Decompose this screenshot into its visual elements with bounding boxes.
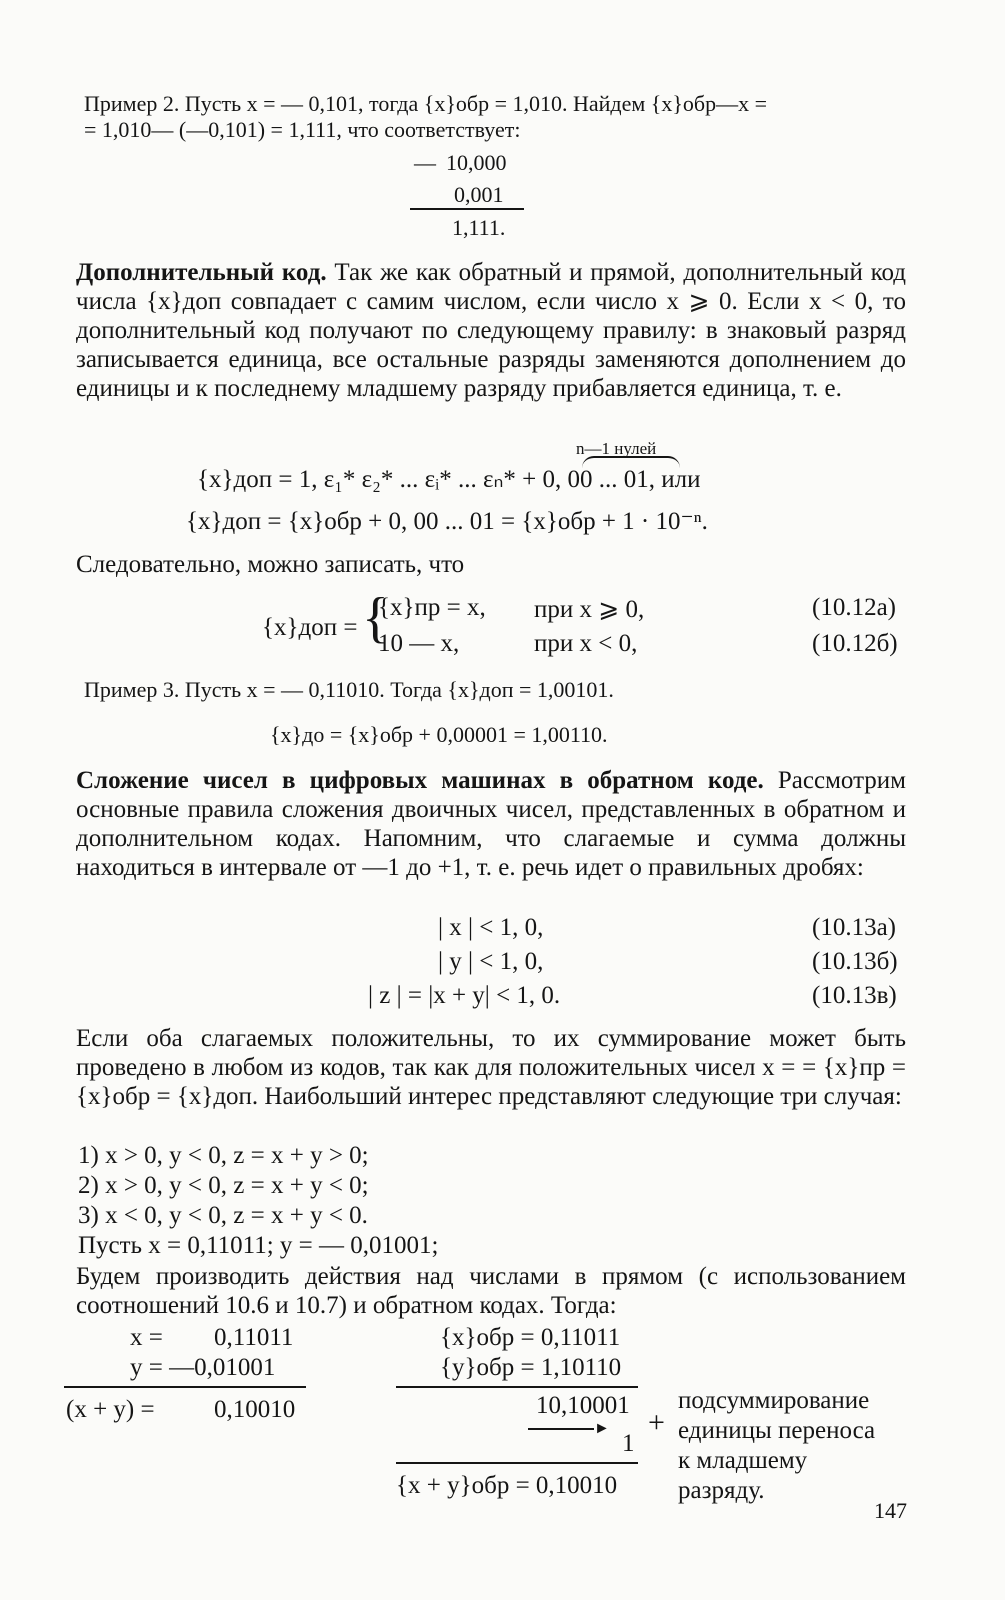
inequality-x: | x | < 1, 0,	[438, 914, 544, 941]
calc-result: 1,111.	[452, 215, 506, 240]
right-partial: 10,10001	[536, 1392, 630, 1419]
inequality-y: | y | < 1, 0,	[438, 948, 544, 975]
carry-note-line-3: к младшему	[678, 1447, 808, 1474]
right-result-rule	[396, 1462, 638, 1464]
eq-number-10-13a: (10.13а)	[812, 914, 896, 941]
calc-subtrahend: 0,001	[454, 182, 504, 207]
right-partial-rule	[396, 1386, 638, 1388]
system-lhs: {x}доп =	[262, 614, 358, 641]
right-result: {x + y}обр = 0,10010	[396, 1472, 618, 1499]
formula1-line1: {x}доп = 1, ε₁* ε₂* ... εᵢ* ... εₙ* + 0, 00 ... 01, или	[197, 466, 701, 493]
calc-minuend: 10,000	[446, 150, 507, 175]
case-1: 1) x > 0, y < 0, z = x + y > 0;	[78, 1142, 369, 1169]
eq-number-10-12a: (10.12а)	[812, 594, 896, 621]
example3-line1: Пример 3. Пусть x = — 0,11010. Тогда {x}доп = 1,00101.	[84, 677, 614, 702]
do-paragraph: Будем производить действия над числами в прямом (с использованием соотношений 10.6 и 10.7) и обратном кодах. Тогда:	[76, 1263, 906, 1319]
eq-number-10-13v: (10.13в)	[812, 982, 897, 1009]
carry-note	[678, 1386, 875, 1506]
inequality-z: | z | = |x + y| < 1, 0.	[368, 982, 561, 1009]
example2-line1: Пример 2. Пусть x = — 0,101, тогда {x}обр = 1,010. Найдем {x}обр—x =	[84, 91, 768, 116]
addition-text: Рассмотрим основные правила сложения двоичных чисел, представленных в обратном и дополнительном кодах. Напомним, что слагаемые и сумма должны находиться в интервале от —1 до +1, т. е. речь идет о правильных дробях:	[76, 767, 907, 881]
eq-number-10-12b: (10.12б)	[812, 630, 898, 657]
complement-paragraph	[76, 258, 906, 403]
positive-paragraph: Если оба слагаемых положительны, то их суммирование может быть проведено в любом из кодов, так как для положительных чисел x = = {x}пр = {x}обр = {x}доп. Наибольший интерес представляют следующие три случая:	[76, 1025, 906, 1110]
carry-arrow-head: ►	[594, 1420, 610, 1437]
system-row2-cond: при x < 0,	[534, 630, 638, 657]
left-sum-label: (x + y) =	[66, 1396, 155, 1423]
case-3: 3) x < 0, y < 0, z = x + y < 0.	[78, 1202, 368, 1229]
example3-line2: {x}до = {x}обр + 0,00001 = 1,00110.	[270, 722, 608, 747]
addition-heading: Сложение чисел в цифровых машинах в обратном коде.	[76, 767, 764, 794]
system-row1-cond: при x ⩾ 0,	[534, 596, 645, 623]
let-line: Пусть x = 0,11011; y = — 0,01001;	[78, 1232, 439, 1259]
addition-paragraph	[76, 766, 906, 882]
right-carry: 1	[622, 1430, 635, 1457]
carry-arrow-line	[528, 1428, 594, 1442]
left-sum-rule	[64, 1386, 306, 1388]
brace-label: n—1 нулей	[576, 439, 657, 458]
right-plus-sign: +	[648, 1406, 665, 1439]
left-y-line: y = —0,01001	[130, 1354, 276, 1381]
right-y-line: {y}обр = 1,10110	[440, 1354, 622, 1381]
system-row2-expr: 10 — x,	[378, 630, 460, 657]
complement-heading: Дополнительный код.	[76, 259, 327, 286]
calc-rule	[410, 208, 524, 210]
example2-line2: = 1,010— (—0,101) = 1,111, что соответствует:	[84, 117, 521, 142]
left-x-label: x =	[130, 1324, 163, 1351]
case-2: 2) x > 0, y < 0, z = x + y < 0;	[78, 1172, 369, 1199]
eq-number-10-13b: (10.13б)	[812, 948, 898, 975]
right-x-line: {x}обр = 0,11011	[440, 1324, 621, 1351]
system-row1-expr: {x}пр = x,	[378, 594, 486, 621]
formula1-line2: {x}доп = {x}обр + 0, 00 ... 01 = {x}обр + 1 · 10⁻ⁿ.	[186, 508, 708, 535]
consequently-text: Следовательно, можно записать, что	[76, 551, 465, 578]
carry-note-line-1: подсуммирование	[678, 1387, 870, 1414]
left-sum-value: 0,10010	[214, 1396, 296, 1423]
system-brace: {	[362, 587, 389, 649]
carry-note-line-4: разряду.	[678, 1477, 765, 1504]
calc-minus-sign: —	[414, 150, 436, 175]
page-number: 147	[874, 1498, 907, 1523]
carry-note-line-2: единицы переноса	[678, 1417, 876, 1444]
left-x-value: 0,11011	[214, 1324, 294, 1351]
complement-text: Так же как обратный и прямой, дополнительный код числа {x}доп совпадает с самим числом, если число x ⩾ 0. Если x < 0, то дополнительный код получают по следующему правилу: в знаковый разряд записывается единица, все остальные разряды заменяются дополнением до единицы и к последнему младшему разряду прибавляется единица, т. е.	[76, 259, 906, 402]
